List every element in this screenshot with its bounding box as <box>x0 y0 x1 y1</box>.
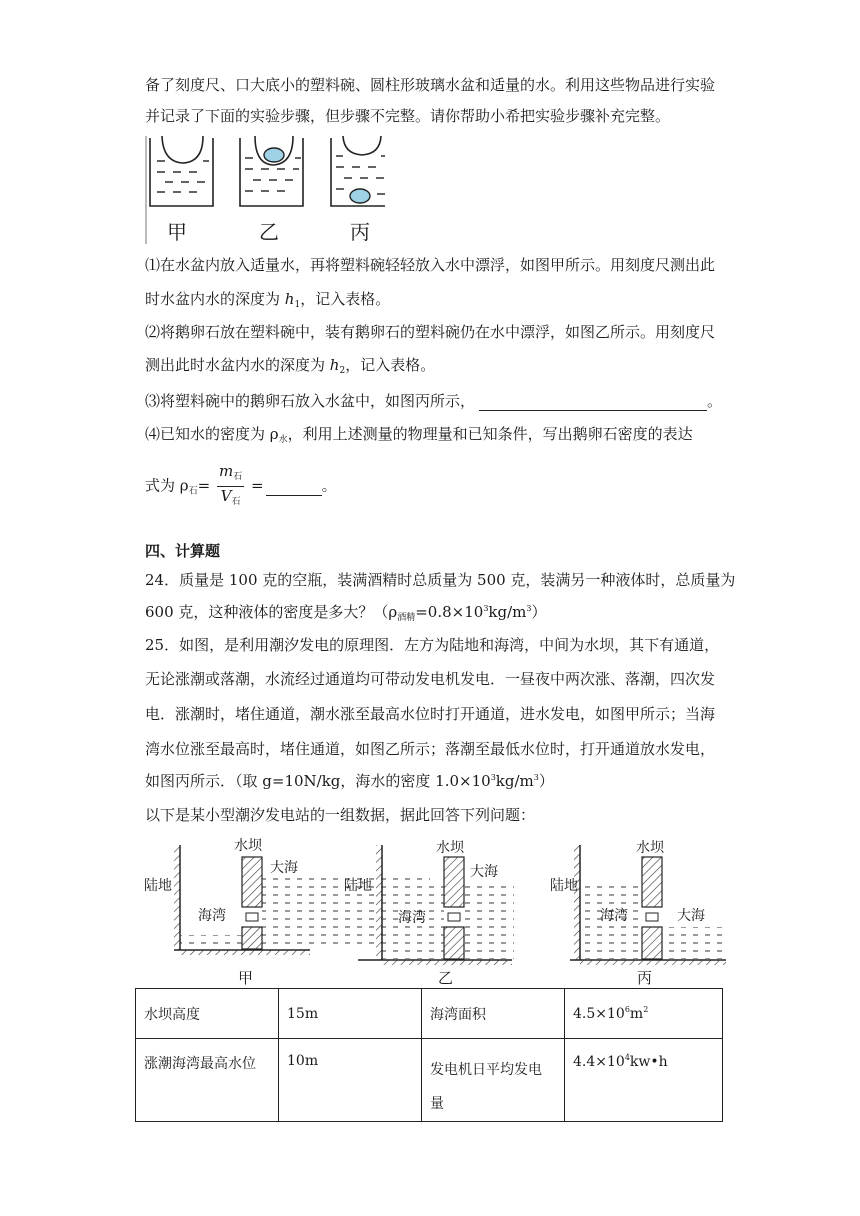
label-dam: 水坝 <box>636 840 664 856</box>
step4-line-1: ⑷已知水的密度为 $\rho_水$，利用上述测量的物理量和已知条件，写出鹅卵石密度的表达 <box>145 425 693 445</box>
figure2-caption-jia: 甲 <box>238 969 254 987</box>
figure1-caption-yi: 乙 <box>259 220 279 244</box>
figure2-caption-yi: 乙 <box>438 969 454 987</box>
label-land: 陆地 <box>144 878 172 894</box>
pebble-in-bowl <box>264 148 284 162</box>
q24-line-2: 600 克，这种液体的密度是多大？$(\rho_{酒精}=0.8\times 10^3kg/m^3)$ <box>145 603 547 623</box>
step1-line-2: 时水盆内水的深度为 $h_1$，记入表格。 <box>145 290 391 310</box>
q25-line-2: 无论涨潮或落潮，水流经过通道均可带动发电机发电．一昼夜中两次涨、落潮，四次发 <box>145 670 716 688</box>
step4-answer-blank[interactable] <box>266 477 322 496</box>
intro-line-2: 并记录了下面的实验步骤，但步骤不完整。请你帮助小希把实验步骤补充完整。 <box>145 107 671 125</box>
label-sea: 大海 <box>470 864 498 880</box>
figure2-caption-bing: 丙 <box>637 969 653 987</box>
step3-line: ⑶将塑料碗中的鹅卵石放入水盆中，如图丙所示， 。 <box>145 392 723 410</box>
table-cell: 海湾面积 <box>422 989 565 1039</box>
table-cell: 涨潮海湾最高水位 <box>136 1039 279 1122</box>
pebble-in-basin <box>350 189 370 203</box>
q25-line-3: 电．涨潮时，堵住通道，潮水涨至最高水位时打开通道，进水发电，如图甲所示；当海 <box>145 705 716 723</box>
tidal-diagram-figure <box>140 835 740 985</box>
figure1-caption-jia: 甲 <box>167 220 187 244</box>
table-cell: $4.5\times 10^6m^2$ <box>565 989 723 1039</box>
table-row <box>136 1039 723 1122</box>
label-dam: 水坝 <box>234 838 262 854</box>
intro-line-1: 备了刻度尺、口大底小的塑料碗、圆柱形玻璃水盆和适量的水。利用这些物品进行实验 <box>145 76 716 94</box>
figure1-caption-bing: 丙 <box>350 220 370 244</box>
q25-line-4: 湾水位涨至最高时，堵住通道，如图乙所示；落潮至最低水位时，打开通道放水发电， <box>145 740 716 758</box>
step3-answer-blank[interactable] <box>479 392 707 411</box>
table-cell: 发电机日平均发电 量 <box>422 1039 565 1122</box>
tidal-station-data-table <box>135 988 723 1122</box>
step2-line-2: 测出此时水盆内水的深度为 $h_2$，记入表格。 <box>145 356 436 376</box>
q25-line-6: 以下是某小型潮汐发电站的一组数据，据此回答下列问题： <box>145 806 536 824</box>
table-cell: 水坝高度 <box>136 989 279 1039</box>
q25-line-5: 如图丙所示．（取 g=10N/kg，海水的密度 $1.0\times 10^3kg/m^3$） <box>145 772 554 790</box>
step2-line-1: ⑵将鹅卵石放在塑料碗中，装有鹅卵石的塑料碗仍在水中漂浮，如图乙所示。用刻度尺 <box>145 323 716 341</box>
section-heading-calculation: 四、计算题 <box>145 542 221 560</box>
density-fraction: $\frac{m_石}{V_石}$ <box>218 462 243 507</box>
label-sea: 大海 <box>270 860 298 876</box>
label-bay: 海湾 <box>198 908 226 924</box>
table-cell: $4.4\times 10^4kw•h$ <box>565 1039 723 1122</box>
label-bay: 海湾 <box>600 908 628 924</box>
label-land: 陆地 <box>344 878 372 894</box>
step1-line-1: ⑴在水盆内放入适量水，再将塑料碗轻轻放入水中漂浮，如图甲所示。用刻度尺测出此 <box>145 256 716 274</box>
table-row <box>136 989 723 1039</box>
label-land: 陆地 <box>550 878 578 894</box>
q25-line-1: 25．如图，是利用潮汐发电的原理图．左方为陆地和海湾，中间为水坝，其下有通道， <box>145 636 720 654</box>
table-cell: 15m <box>279 989 422 1039</box>
label-dam: 水坝 <box>436 840 464 856</box>
step4-line-2: 式为 $\rho_石=$ $\frac{m_石}{V_石}$ = 。 <box>145 462 337 511</box>
label-bay: 海湾 <box>398 910 426 926</box>
label-sea: 大海 <box>677 908 705 924</box>
q24-line-1: 24．质量是 100 克的空瓶，装满酒精时总质量为 500 克，装满另一种液体时，总质量为 <box>145 571 736 589</box>
table-cell: 10m <box>279 1039 422 1122</box>
bowl-basin-figure <box>145 136 385 248</box>
